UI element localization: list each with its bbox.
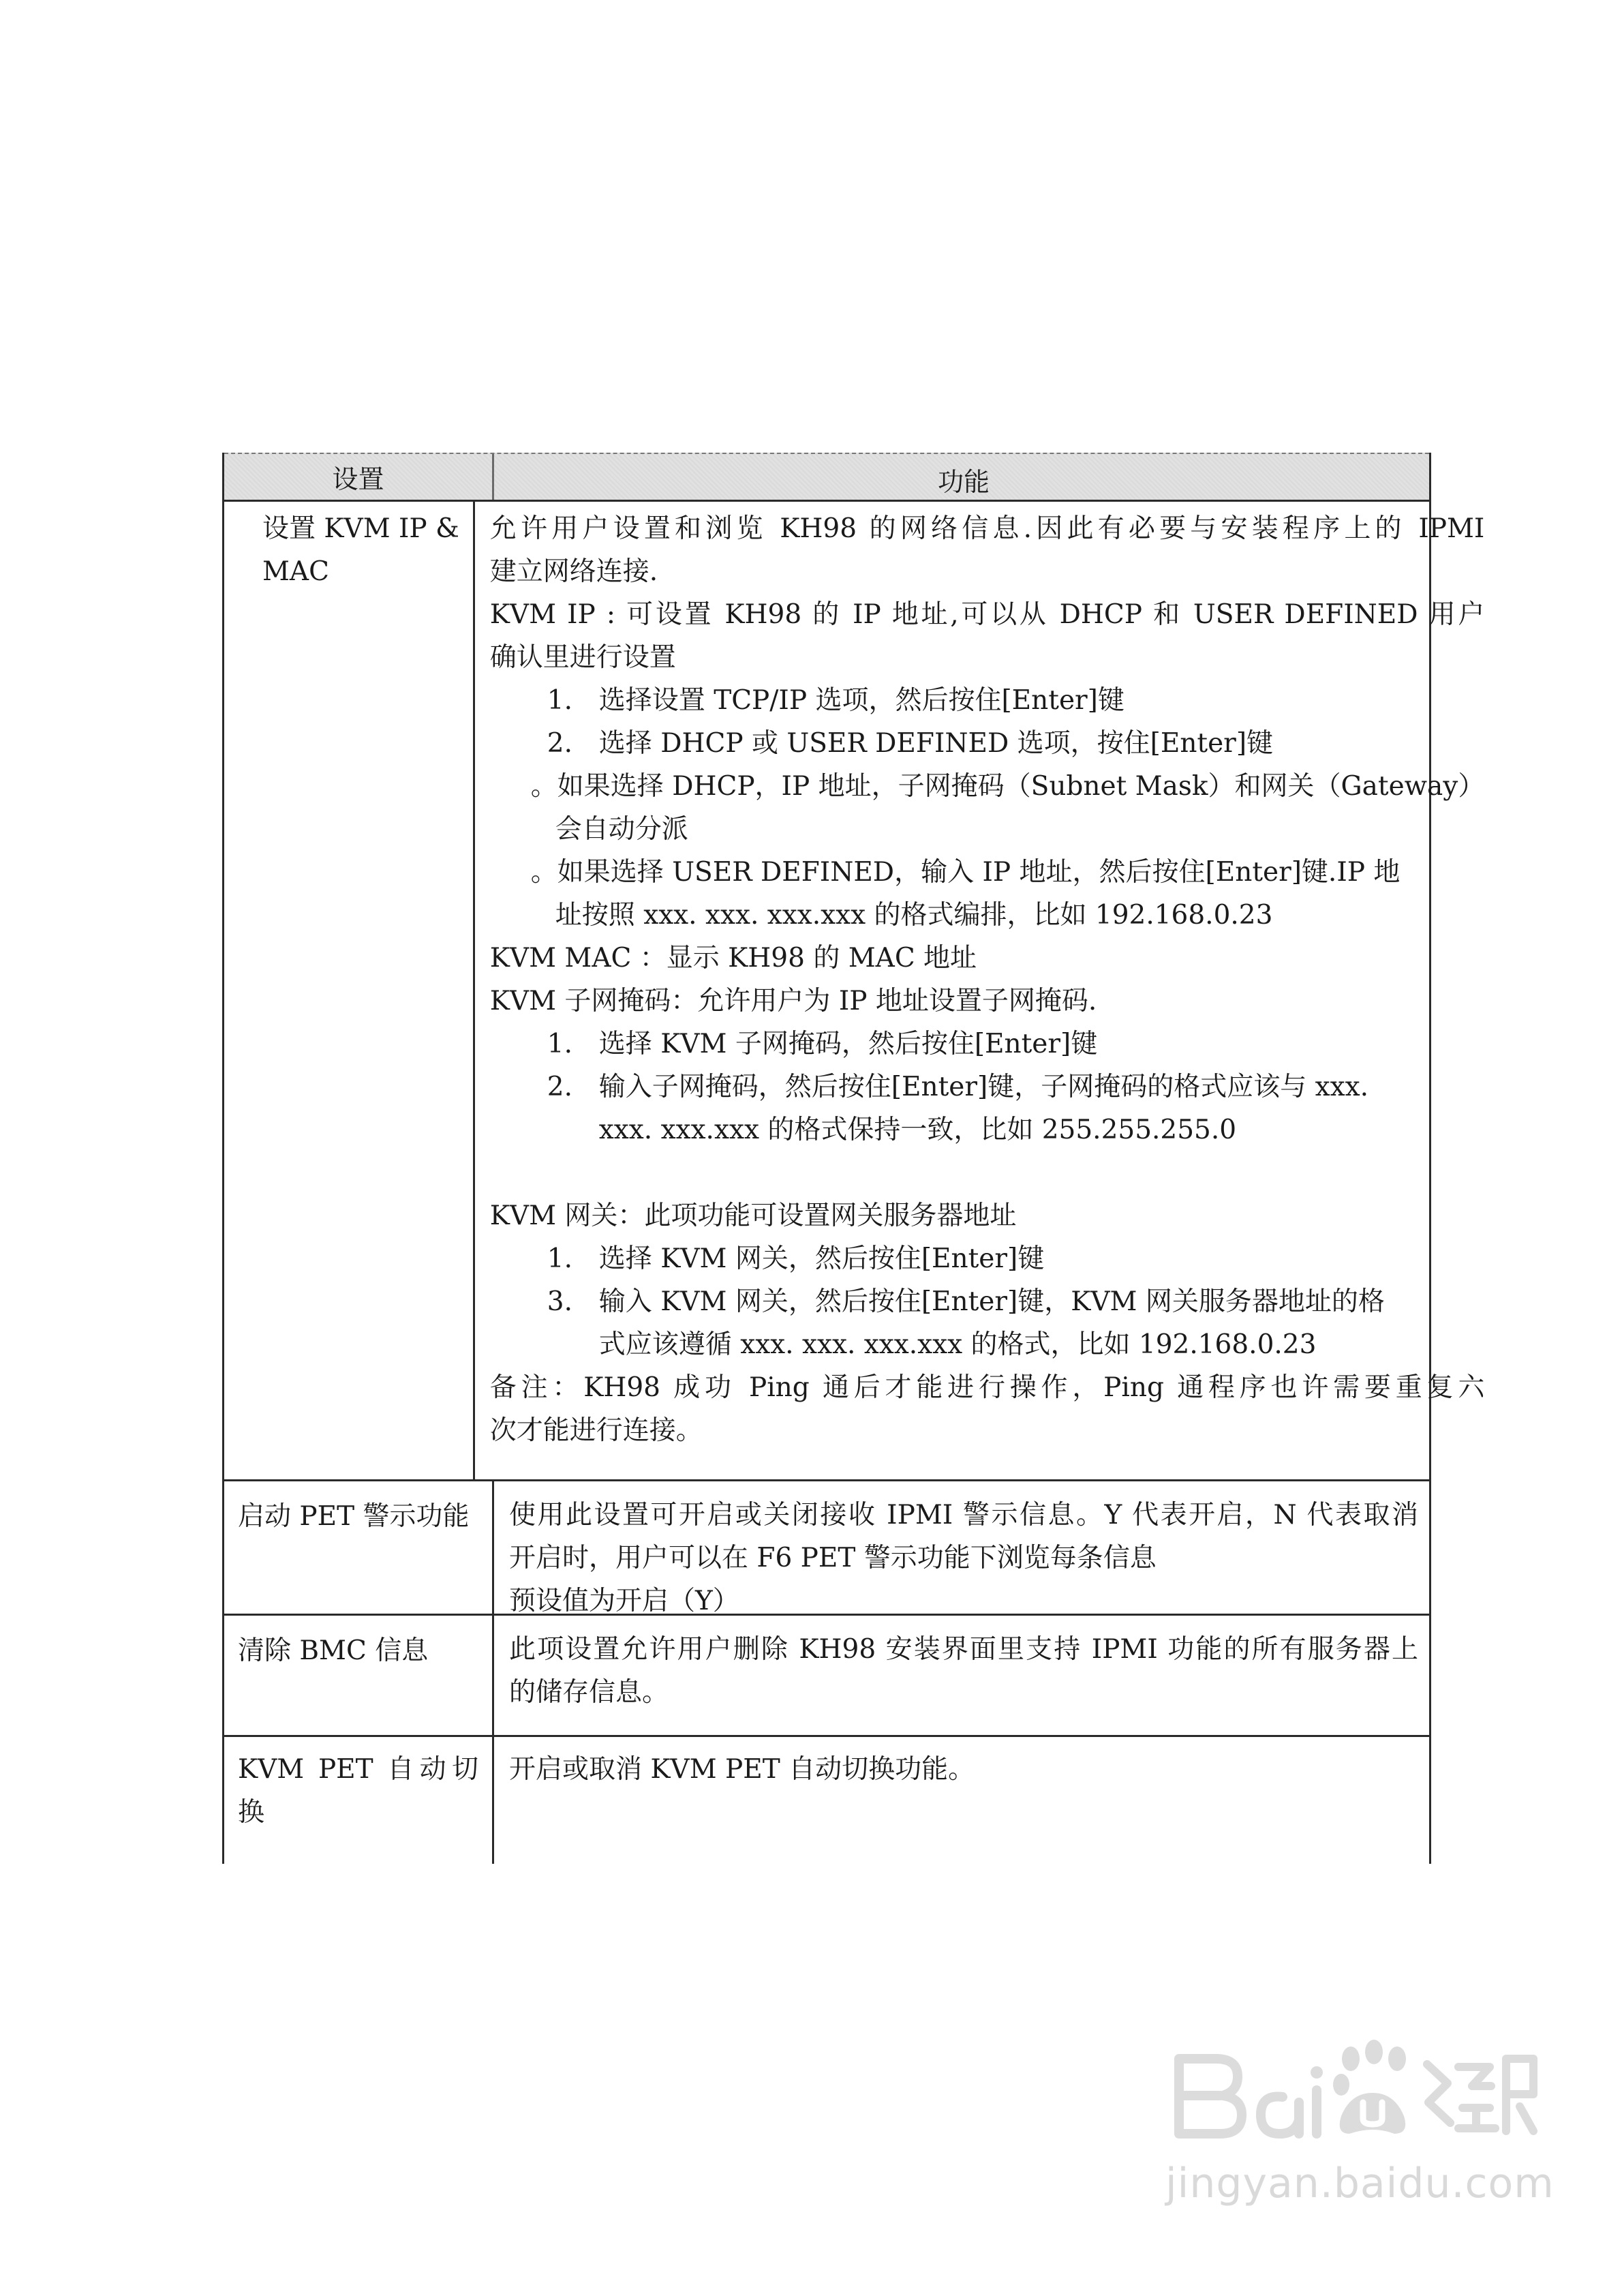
row-label: 启动 PET 警示功能 bbox=[224, 1481, 494, 1614]
text-line: KVM 网关：此项功能可设置网关服务器地址 bbox=[489, 1200, 1017, 1231]
settings-table bbox=[222, 453, 1485, 1864]
row-description bbox=[494, 1737, 1429, 1864]
list-text: 选择设置 TCP/IP 选项，然后按住[Enter]键 bbox=[598, 685, 1124, 716]
note-line: 次才能进行连接。 bbox=[489, 1415, 703, 1446]
list-item bbox=[490, 679, 1485, 722]
list-item bbox=[490, 722, 1485, 765]
list-text: 选择 KVM 子网掩码，然后按住[Enter]键 bbox=[598, 1029, 1098, 1059]
text-line: 允许用户设置和浏览 KH98 的网络信息.因此有必要与安装程序上的 IPMI bbox=[489, 513, 1485, 544]
row-label-line: KVM PET 自动切 bbox=[238, 1754, 478, 1785]
list-text: 选择 KVM 网关，然后按住[Enter]键 bbox=[598, 1243, 1045, 1274]
row-label bbox=[224, 1737, 494, 1864]
spacer bbox=[490, 1151, 1485, 1194]
row-label bbox=[224, 502, 475, 1479]
list-text: 输入子网掩码，然后按住[Enter]键，子网掩码的格式应该与 xxx. bbox=[598, 1072, 1368, 1102]
row-description bbox=[494, 1616, 1429, 1735]
text-line: 使用此设置可开启或关闭接收 IPMI 警示信息。Y 代表开启，N 代表取消 bbox=[509, 1500, 1418, 1530]
list-item bbox=[490, 1280, 1485, 1323]
baidu-logo-icon bbox=[1165, 2031, 1547, 2154]
text-line: KVM 子网掩码：允许用户为 IP 地址设置子网掩码. bbox=[489, 986, 1097, 1016]
list-text: 选择 DHCP 或 USER DEFINED 选项，按住[Enter]键 bbox=[598, 728, 1274, 759]
baidu-jingyan-watermark bbox=[1165, 2031, 1555, 2209]
list-text: 输入 KVM 网关，然后按住[Enter]键，KVM 网关服务器地址的格 bbox=[598, 1286, 1385, 1317]
list-continuation: 式应该遵循 xxx. xxx. xxx.xxx 的格式，比如 192.168.0.23 bbox=[598, 1329, 1317, 1360]
bullet-line: 会自动分派 bbox=[555, 814, 688, 845]
bullet-line: 址按照 xxx. xxx. xxx.xxx 的格式编排，比如 192.168.0.23 bbox=[555, 900, 1273, 931]
text-line: 开启时，用户可以在 F6 PET 警示功能下浏览每条信息 bbox=[509, 1543, 1157, 1573]
header-function: 功能 bbox=[937, 467, 990, 497]
text-line: 预设值为开启（Y） bbox=[509, 1586, 739, 1616]
table-row-pet-autoswitch bbox=[224, 1737, 1429, 1864]
list-number: 2. bbox=[547, 728, 573, 759]
text-line: 确认里进行设置 bbox=[489, 642, 676, 673]
row-label: 清除 BMC 信息 bbox=[224, 1616, 494, 1735]
row-label-line: 设置 KVM IP & bbox=[262, 513, 459, 544]
text-line: KVM MAC ：显示 KH98 的 MAC 地址 bbox=[489, 943, 977, 973]
header-setting: 设置 bbox=[224, 454, 494, 500]
list-item bbox=[490, 1237, 1485, 1280]
bullet-line: 。如果选择 USER DEFINED，输入 IP 地址，然后按住[Enter]键.IP 地 bbox=[530, 857, 1401, 888]
list-number: 1. bbox=[547, 685, 573, 716]
list-item bbox=[490, 1023, 1485, 1066]
row-description bbox=[475, 502, 1496, 1479]
text-line: 的储存信息。 bbox=[509, 1677, 669, 1708]
table-row-pet-alert bbox=[224, 1481, 1429, 1616]
list-number: 3. bbox=[547, 1286, 573, 1317]
watermark-url: jingyan.baidu.com bbox=[1165, 2160, 1555, 2207]
text-line: 建立网络连接. bbox=[489, 556, 658, 587]
list-number: 1. bbox=[547, 1029, 573, 1059]
row-label-line: MAC bbox=[262, 556, 329, 587]
text-line: 此项设置允许用户删除 KH98 安装界面里支持 IPMI 功能的所有服务器上 bbox=[509, 1634, 1418, 1665]
row-description bbox=[494, 1481, 1429, 1614]
list-number: 1. bbox=[547, 1243, 573, 1274]
bullet-line: 。如果选择 DHCP，IP 地址，子网掩码（Subnet Mask）和网关（Gateway） bbox=[530, 771, 1485, 802]
row-label-line: 换 bbox=[238, 1797, 265, 1828]
text-line: KVM IP : 可设置 KH98 的 IP 地址,可以从 DHCP 和 USER DEFINED 用户 bbox=[489, 599, 1485, 630]
table-row-clear-bmc bbox=[224, 1616, 1429, 1737]
list-number: 2. bbox=[547, 1072, 573, 1102]
note-line: 备注：KH98 成功 Ping 通后才能进行操作，Ping 通程序也许需要重复六 bbox=[489, 1372, 1485, 1403]
table-header-row bbox=[224, 453, 1429, 502]
text-line: 开启或取消 KVM PET 自动切换功能。 bbox=[509, 1754, 975, 1785]
list-continuation: xxx. xxx.xxx 的格式保持一致，比如 255.255.255.0 bbox=[598, 1115, 1237, 1145]
list-item bbox=[490, 1066, 1485, 1108]
table-row-kvm-ip-mac bbox=[224, 502, 1485, 1481]
